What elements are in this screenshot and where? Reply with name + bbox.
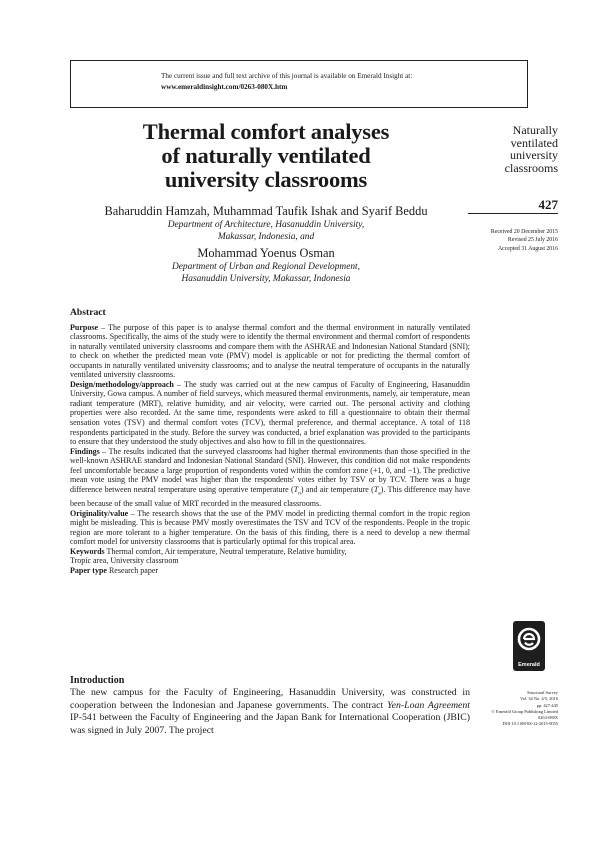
abstract-design	[70, 380, 470, 447]
journal-availability-notice	[70, 60, 528, 108]
originality-label: Originality/value	[70, 508, 129, 518]
author-osman: Mohammad Yoenus Osman	[197, 246, 335, 260]
received-date: Received 20 December 2015	[490, 229, 558, 235]
purpose-text: – The purpose of this paper is to analyse thermal comfort and the thermal environment in naturally ventilated classrooms. Specifically, the aims of the study were to identify the thermal environment and thermal comfort of respondents in naturally ventilated university classrooms and compare them with the ASHRAE and Indonesian National Standard (SNI); to check on whether the predicted mean vote (PMV) model is applicable or not for predicting the thermal comfort of occupants in naturally ventilated university classrooms; and to analyse the neutral temperature of occupants in the naturally ventilated university classrooms.	[70, 322, 470, 380]
journal-pages: pp. 427-445	[536, 702, 558, 708]
affiliation-architecture	[70, 220, 462, 243]
journal-copyright: © Emerald Group Publishing Limited	[491, 708, 558, 714]
air-temp-symbol: T	[373, 484, 379, 494]
author-list: Baharuddin Hamzah, Muhammad Taufik Ishak and Syarif Beddu	[104, 204, 428, 218]
operative-temp-subscript: o	[298, 490, 301, 497]
affiliation-2-line-1: Department of Urban and Regional Development,	[172, 262, 360, 272]
title-line-1: Thermal comfort analyses	[142, 119, 390, 144]
running-title	[470, 124, 558, 174]
introduction-paragraph	[70, 687, 470, 737]
emerald-logo-icon	[516, 625, 542, 655]
accepted-date: Accepted 31 August 2016	[497, 245, 558, 252]
notice-text: The current issue and full text archive of this journal is available on Emerald Insight at:	[161, 72, 413, 80]
running-title-line-2: ventilated	[510, 135, 558, 150]
abstract-heading: Abstract	[70, 307, 106, 318]
page-number-rule	[468, 213, 558, 214]
operative-temp-symbol: T	[293, 484, 299, 494]
abstract-section	[70, 308, 470, 575]
intro-text-a: The new campus for the Faculty of Engineering, Hasanuddin University, was constructed in cooperation between the Indonesian and Japanese governments. The contract	[70, 687, 470, 711]
abstract-purpose	[70, 323, 470, 380]
introduction-heading: Introduction	[70, 675, 125, 686]
emerald-logo-label: Emerald	[518, 662, 540, 668]
keywords-text: Thermal comfort, Air temperature, Neutral temperature, Relative humidity,	[104, 546, 347, 556]
journal-volume: Vol. 34 No. 4/5, 2016	[520, 696, 558, 702]
affiliation-urban-development	[70, 262, 462, 285]
submission-dates	[470, 228, 558, 253]
affiliation-1-line-2: Makassar, Indonesia, and	[217, 231, 315, 242]
findings-text-a: – The results indicated that the surveyed classrooms had higher thermal environments than those specified in the well-known ASHRAE standard and Indonesian National Standard (SNI). However, this condition did not make respondents feel uncomfortable because a large proportion of respondents voted within the comfort zone (+1, 0, and −1). The predictive mean vote using the PMV model was higher than the respondents' votes either by TSV or by TCV. There was a huge difference between neutral temperature using operative temperature (	[70, 446, 470, 494]
affiliation-2-line-2: Hasanuddin University, Makassar, Indonesia	[181, 273, 351, 284]
intro-text-b: IP-541 between the Faculty of Engineering and the Japan Bank for International Cooperation (JBIC) was signed in July 2007. The project	[70, 712, 470, 736]
keywords-label: Keywords	[70, 546, 105, 556]
revised-date: Revised 25 July 2016	[507, 237, 558, 244]
abstract-keywords	[70, 547, 470, 557]
journal-issn: 0263-080X	[537, 715, 558, 721]
emerald-publisher-logo	[513, 621, 545, 671]
page-number: 427	[538, 197, 558, 212]
air-temp-subscript: a	[378, 490, 381, 497]
intro-italic-agreement: Yen-Loan Agreement	[387, 699, 471, 711]
abstract-findings	[70, 447, 470, 509]
design-text: – The study was carried out at the new campus of Faculty of Engineering, Hasanuddin University, Gowa campus. A number of field surveys, which measured thermal environments, namely, air temperature, mean radiant temperature (MRT), relative humidity, and air velocity, were carried out. The personal activity and clothing properties were also recorded. At the same time, respondents were asked to fill a questionnaire to obtain their thermal sensation votes (TSV) and thermal comfort votes (TCV), thermal preference, and thermal acceptance. A total of 118 respondents participated in the study. Before the survey was conducted, a brief explanation was provided to the participants to ensure that they understood the study objectives and also how to fill in the questionnaires.	[70, 379, 470, 447]
running-title-line-4: classrooms	[504, 160, 558, 175]
findings-text-c: ). This difference may have been because of the small value of MRT recorded in the measured classrooms.	[70, 484, 471, 508]
abstract-paper-type	[70, 566, 470, 576]
article-title	[70, 120, 462, 192]
originality-text: – The research shows that the use of the PMV model in predicting thermal comfort in the tropic region might be misleading. This is because PMV mostly overestimates the TSV and TCV of the respondents. People in the tropic region are more tolerant to a higher temperature. On the basis of this finding, there is a need to develop a new thermal comfort model for university classrooms that is particularly optimal for this tropical area.	[70, 508, 470, 547]
title-line-3: university classrooms	[164, 167, 368, 192]
introduction-section	[70, 675, 470, 737]
journal-doi[interactable]: DOI 10.1108/SS-12-2015-0055	[502, 721, 558, 727]
running-title-line-3: university	[510, 148, 558, 162]
findings-label: Findings	[70, 446, 100, 456]
running-title-line-1: Naturally	[512, 123, 558, 137]
title-line-2: of naturally ventilated	[161, 143, 371, 168]
abstract-keywords-cont: Tropic area, University classroom	[70, 556, 179, 566]
journal-url-link[interactable]: www.emeraldinsight.com/0263-080X.htm	[161, 83, 288, 91]
paper-type-label: Paper type	[70, 565, 107, 575]
abstract-originality	[70, 509, 470, 547]
journal-name: Structural Survey	[527, 690, 558, 695]
findings-text-b: ) and air temperature (	[300, 484, 374, 494]
journal-citation-info	[470, 690, 558, 728]
design-label: Design/methodology/approach	[70, 379, 174, 389]
paper-type-text: Research paper	[106, 565, 159, 575]
affiliation-1-line-1: Department of Architecture, Hasanuddin University,	[167, 220, 365, 230]
purpose-label: Purpose	[70, 322, 98, 332]
